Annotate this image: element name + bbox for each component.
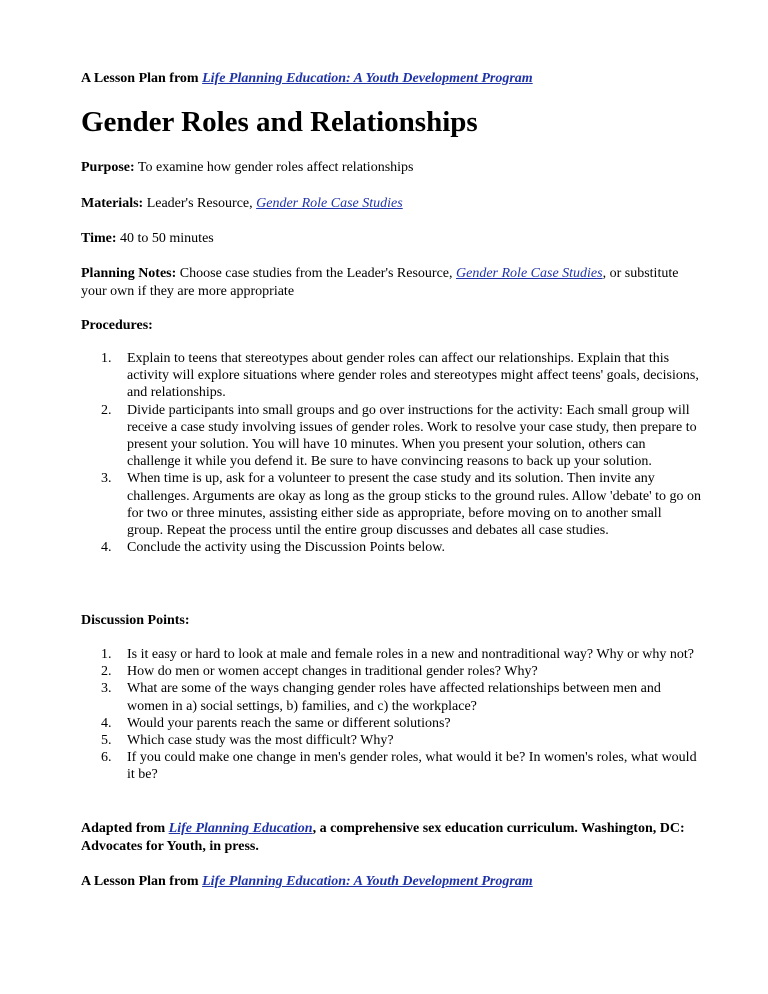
materials-case-studies-link[interactable]: Gender Role Case Studies bbox=[256, 196, 403, 211]
discussion-text: What are some of the ways changing gender roles have affected relationships between men and women in a) social settings, b) families, and c) the workplace? bbox=[127, 681, 661, 714]
time-text: 40 to 50 minutes bbox=[116, 231, 214, 246]
procedure-text: Conclude the activity using the Discussion Points below. bbox=[127, 540, 445, 556]
materials-line bbox=[81, 195, 701, 213]
planning-notes-text-before: Choose case studies from the Leader's Resource, bbox=[176, 266, 457, 281]
discussion-text: Is it easy or hard to look at male and female roles in a new and nontraditional way? Why or why not? bbox=[127, 647, 694, 662]
procedure-item bbox=[81, 539, 701, 556]
discussion-heading: Discussion Points: bbox=[81, 613, 190, 628]
planning-notes bbox=[81, 265, 691, 301]
materials-label: Materials: bbox=[81, 196, 144, 211]
procedure-text: Explain to teens that stereotypes about gender roles can affect our relationships. Explain that this activity will explore situations where gender roles and stereotypes might affect teens' goals, decisions, and relationships. bbox=[127, 351, 699, 401]
procedure-item bbox=[81, 470, 701, 539]
discussion-text: How do men or women accept changes in traditional gender roles? Why? bbox=[127, 664, 538, 680]
procedure-number: 3. bbox=[101, 471, 112, 487]
procedure-number: 1. bbox=[101, 351, 112, 366]
discussion-list bbox=[81, 646, 701, 784]
materials-text: Leader's Resource, bbox=[143, 196, 257, 211]
discussion-number: 6. bbox=[101, 750, 112, 766]
time-line bbox=[81, 230, 701, 248]
discussion-text: If you could make one change in men's gender roles, what would it be? In women's roles, what would it be? bbox=[127, 750, 697, 783]
procedure-number: 2. bbox=[101, 402, 112, 418]
adapted-curriculum-link[interactable]: Life Planning Education bbox=[168, 821, 313, 836]
lesson-plan-footer bbox=[81, 873, 701, 891]
discussion-item bbox=[81, 646, 701, 663]
procedures-heading: Procedures: bbox=[81, 318, 153, 333]
header-prefix: A Lesson Plan from bbox=[81, 71, 203, 86]
discussion-number: 3. bbox=[101, 681, 112, 697]
discussion-item bbox=[81, 680, 701, 714]
footer-prefix: A Lesson Plan from bbox=[81, 874, 203, 889]
discussion-item bbox=[81, 732, 701, 749]
discussion-item bbox=[81, 715, 701, 732]
procedure-item bbox=[81, 350, 701, 402]
time-label: Time: bbox=[81, 231, 117, 246]
discussion-number: 2. bbox=[101, 664, 112, 680]
procedure-text: Divide participants into small groups and go over instructions for the activity: Each small group will receive a case study involving issues of gender roles. Work to resolve your case study, then prepare to present your solution. You will have 10 minutes. When you present your solution, others can challenge it while you defend it. Be sure to have convincing reasons to back up your solution. bbox=[127, 402, 697, 470]
procedure-text: When time is up, ask for a volunteer to present the case study and its solution. Then invite any challenges. Arguments are okay as long as the group sticks to the ground rules. Allow 'debate' to go on for two or three minutes, assisting either side as appropriate, before moving on to another small group. Repeat the process until the entire group discusses and debates all case studies. bbox=[127, 471, 702, 539]
discussion-number: 4. bbox=[101, 715, 112, 731]
page-title: Gender Roles and Relationships bbox=[81, 106, 478, 138]
purpose-line bbox=[81, 159, 701, 177]
discussion-text: Would your parents reach the same or different solutions? bbox=[127, 715, 451, 731]
procedure-number: 4. bbox=[101, 540, 112, 556]
adapted-from-note bbox=[81, 820, 701, 856]
discussion-number: 1. bbox=[101, 647, 112, 662]
planning-notes-label: Planning Notes: bbox=[81, 266, 177, 281]
procedure-item bbox=[81, 402, 701, 471]
adapted-suffix: , a comprehensive sex education curriculum. Washington, DC: Advocates for Youth, in press. bbox=[81, 821, 685, 854]
discussion-number: 5. bbox=[101, 733, 112, 749]
footer-program-link[interactable]: Life Planning Education: A Youth Development Program bbox=[202, 874, 533, 889]
purpose-text: To examine how gender roles affect relationships bbox=[134, 160, 414, 175]
purpose-label: Purpose: bbox=[81, 160, 135, 175]
header-program-link[interactable]: Life Planning Education: A Youth Development Program bbox=[202, 71, 533, 86]
planning-notes-text-after: , or substitute your own if they are more appropriate bbox=[81, 266, 679, 299]
lesson-plan-header bbox=[81, 70, 701, 88]
discussion-item bbox=[81, 663, 701, 680]
discussion-item bbox=[81, 749, 701, 783]
procedures-list bbox=[81, 350, 701, 556]
adapted-prefix: Adapted from bbox=[81, 821, 169, 836]
planning-case-studies-link[interactable]: Gender Role Case Studies bbox=[456, 266, 603, 281]
discussion-text: Which case study was the most difficult? Why? bbox=[127, 733, 394, 749]
